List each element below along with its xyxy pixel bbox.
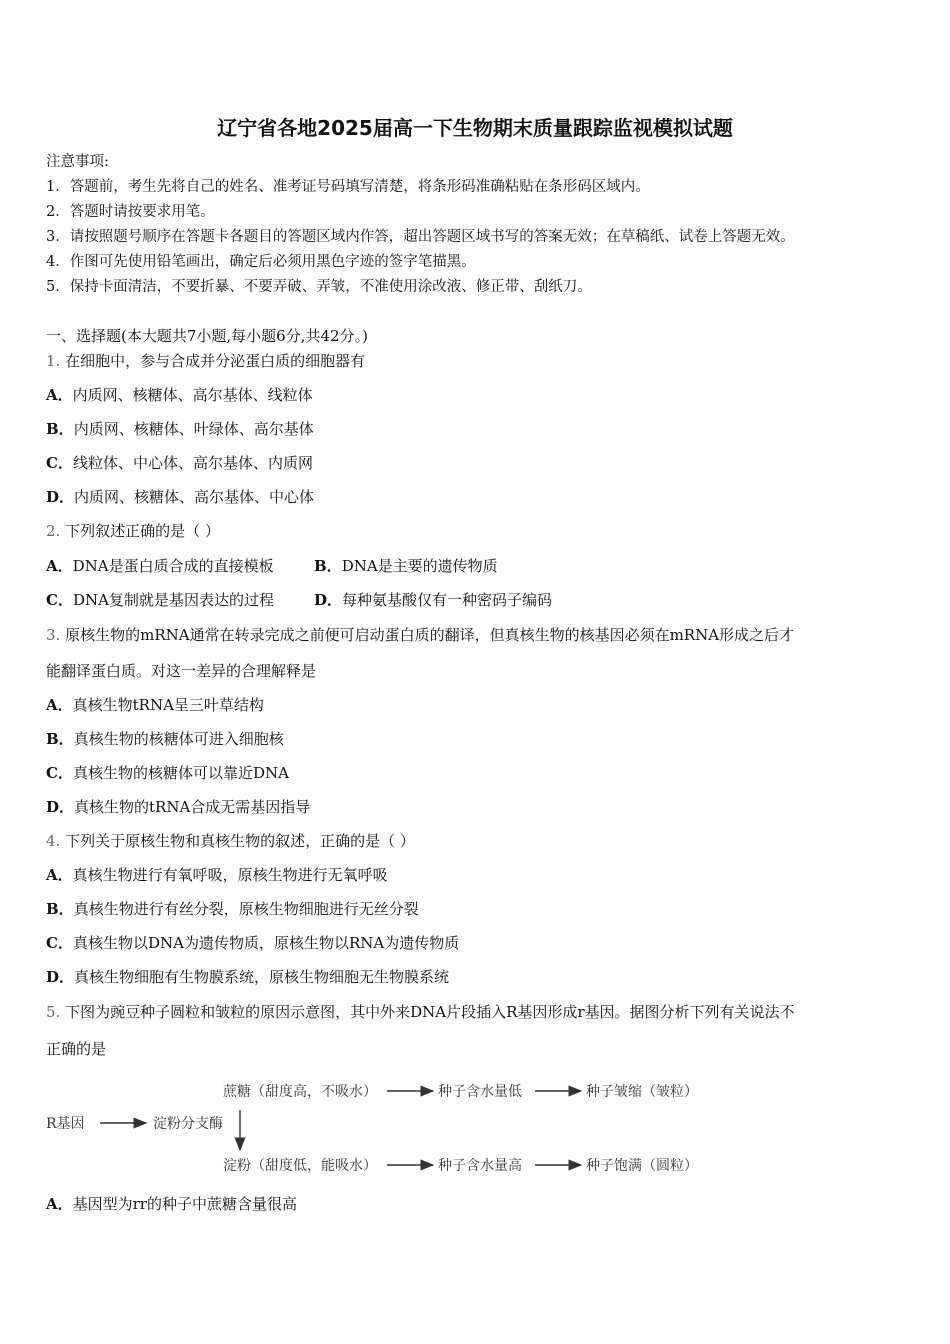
question-stem-cont: 正确的是 bbox=[46, 1040, 107, 1058]
option-text: 基因型为rr的种子中蔗糖含量很高 bbox=[72, 1195, 297, 1213]
option-a bbox=[46, 556, 274, 576]
question-stem: 下列关于原核生物和真核生物的叙述，正确的是（ ） bbox=[65, 832, 415, 850]
option-letter: A． bbox=[46, 386, 73, 404]
page-title: 辽宁省各地2025届高一下生物期末质量跟踪监视模拟试题 bbox=[217, 116, 733, 140]
option-letter: B． bbox=[46, 730, 74, 748]
section-heading: 一、选择题(本大题共7小题,每小题6分,共42分。) bbox=[46, 327, 368, 345]
notice-item: 3．请按照题号顺序在答题卡各题目的答题区域内作答，超出答题区域书写的答案无效；在草稿纸、试卷上答题无效。 bbox=[46, 229, 795, 245]
option-text: 内质网、核糖体、高尔基体、中心体 bbox=[74, 488, 315, 506]
option-a bbox=[46, 865, 388, 885]
option-c bbox=[46, 453, 313, 473]
option-text: 每种氨基酸仅有一种密码子编码 bbox=[342, 591, 553, 609]
option-text: DNA是主要的遗传物质 bbox=[341, 557, 498, 575]
option-d bbox=[46, 797, 310, 817]
option-text: DNA是蛋白质合成的直接模板 bbox=[72, 557, 274, 575]
option-text: DNA复制就是基因表达的过程 bbox=[72, 591, 274, 609]
question-number: 5. bbox=[46, 1003, 61, 1021]
option-d bbox=[46, 487, 314, 507]
question-number: 4. bbox=[46, 832, 61, 850]
option-b bbox=[46, 419, 314, 439]
option-letter: D． bbox=[46, 968, 75, 986]
option-b bbox=[46, 729, 284, 749]
question-stem-cont: 能翻译蛋白质。对这一差异的合理解释是 bbox=[46, 662, 317, 680]
notice-item: 5．保持卡面清洁，不要折暴、不要弄破、弄皱，不准使用涂改液、修正带、刮纸刀。 bbox=[46, 279, 592, 295]
r-gene-label: R基因 bbox=[46, 1116, 85, 1132]
notice-heading: 注意事项: bbox=[46, 154, 109, 170]
question-number: 2. bbox=[46, 522, 61, 540]
question-number: 3. bbox=[46, 626, 61, 644]
enzyme-label: 淀粉分支酶 bbox=[153, 1116, 223, 1132]
question-1 bbox=[46, 351, 365, 371]
question-number: 1. bbox=[46, 352, 61, 370]
option-a bbox=[46, 695, 264, 715]
option-letter: C． bbox=[46, 764, 73, 782]
option-d bbox=[46, 967, 449, 987]
option-c bbox=[46, 933, 459, 953]
question-stem: 原核生物的mRNA通常在转录完成之前便可启动蛋白质的翻译，但真核生物的核基因必须在mRNA形成之后才 bbox=[65, 626, 795, 644]
option-a bbox=[46, 385, 313, 405]
water-low-label: 种子含水量低 bbox=[438, 1084, 522, 1100]
option-d bbox=[314, 590, 552, 610]
round-label: 种子饱满（圆粒） bbox=[586, 1158, 698, 1174]
notice-item: 4．作图可先使用铅笔画出，确定后必须用黑色字迹的签字笔描黑。 bbox=[46, 254, 476, 270]
notice-item: 2．答题时请按要求用笔。 bbox=[46, 204, 215, 220]
question-stem: 在细胞中，参与合成并分泌蛋白质的细胞器有 bbox=[65, 352, 366, 370]
option-letter: D． bbox=[46, 798, 75, 816]
option-letter: A． bbox=[46, 557, 73, 575]
option-c bbox=[46, 590, 274, 610]
question-3 bbox=[46, 625, 794, 645]
option-a bbox=[46, 1194, 297, 1214]
option-letter: B． bbox=[46, 420, 74, 438]
option-text: 内质网、核糖体、叶绿体、高尔基体 bbox=[73, 420, 314, 438]
option-text: 真核生物的核糖体可进入细胞核 bbox=[73, 730, 284, 748]
option-letter: D． bbox=[314, 591, 343, 609]
notice-item: 1．答题前，考生先将自己的姓名、准考证号码填写清楚，将条形码准确粘贴在条形码区域内。 bbox=[46, 179, 650, 195]
option-text: 真核生物细胞有生物膜系统，原核生物细胞无生物膜系统 bbox=[74, 968, 450, 986]
option-c bbox=[46, 763, 289, 783]
option-text: 线粒体、中心体、高尔基体、内质网 bbox=[72, 454, 313, 472]
seed-shape-diagram bbox=[40, 1072, 740, 1184]
option-letter: A． bbox=[46, 866, 73, 884]
option-letter: C． bbox=[46, 454, 73, 472]
option-text: 真核生物进行有丝分裂，原核生物细胞进行无丝分裂 bbox=[73, 900, 419, 918]
question-stem: 下列叙述正确的是（ ） bbox=[65, 522, 220, 540]
question-2 bbox=[46, 521, 220, 541]
wrinkled-label: 种子皱缩（皱粒） bbox=[586, 1084, 698, 1100]
option-text: 真核生物tRNA呈三叶草结构 bbox=[72, 696, 264, 714]
option-letter: D． bbox=[46, 488, 75, 506]
question-stem: 下图为豌豆种子圆粒和皱粒的原因示意图，其中外来DNA片段插入R基因形成r基因。据图分析下列有关说法不 bbox=[65, 1003, 795, 1021]
option-b bbox=[46, 899, 419, 919]
option-text: 真核生物的核糖体可以靠近DNA bbox=[72, 764, 289, 782]
question-5 bbox=[46, 1002, 795, 1022]
option-text: 内质网、核糖体、高尔基体、线粒体 bbox=[72, 386, 313, 404]
question-4 bbox=[46, 831, 415, 851]
starch-label: 淀粉（甜度低，能吸水） bbox=[223, 1158, 377, 1174]
option-letter: C． bbox=[46, 934, 73, 952]
option-letter: A． bbox=[46, 696, 73, 714]
option-b bbox=[314, 556, 498, 576]
option-letter: B． bbox=[46, 900, 74, 918]
option-letter: C． bbox=[46, 591, 73, 609]
option-letter: A． bbox=[46, 1195, 73, 1213]
sucrose-label: 蔗糖（甜度高，不吸水） bbox=[223, 1084, 377, 1100]
water-high-label: 种子含水量高 bbox=[438, 1158, 522, 1174]
option-text: 真核生物以DNA为遗传物质，原核生物以RNA为遗传物质 bbox=[72, 934, 460, 952]
option-letter: B． bbox=[314, 557, 342, 575]
option-text: 真核生物进行有氧呼吸，原核生物进行无氧呼吸 bbox=[72, 866, 388, 884]
option-text: 真核生物的tRNA合成无需基因指导 bbox=[74, 798, 311, 816]
